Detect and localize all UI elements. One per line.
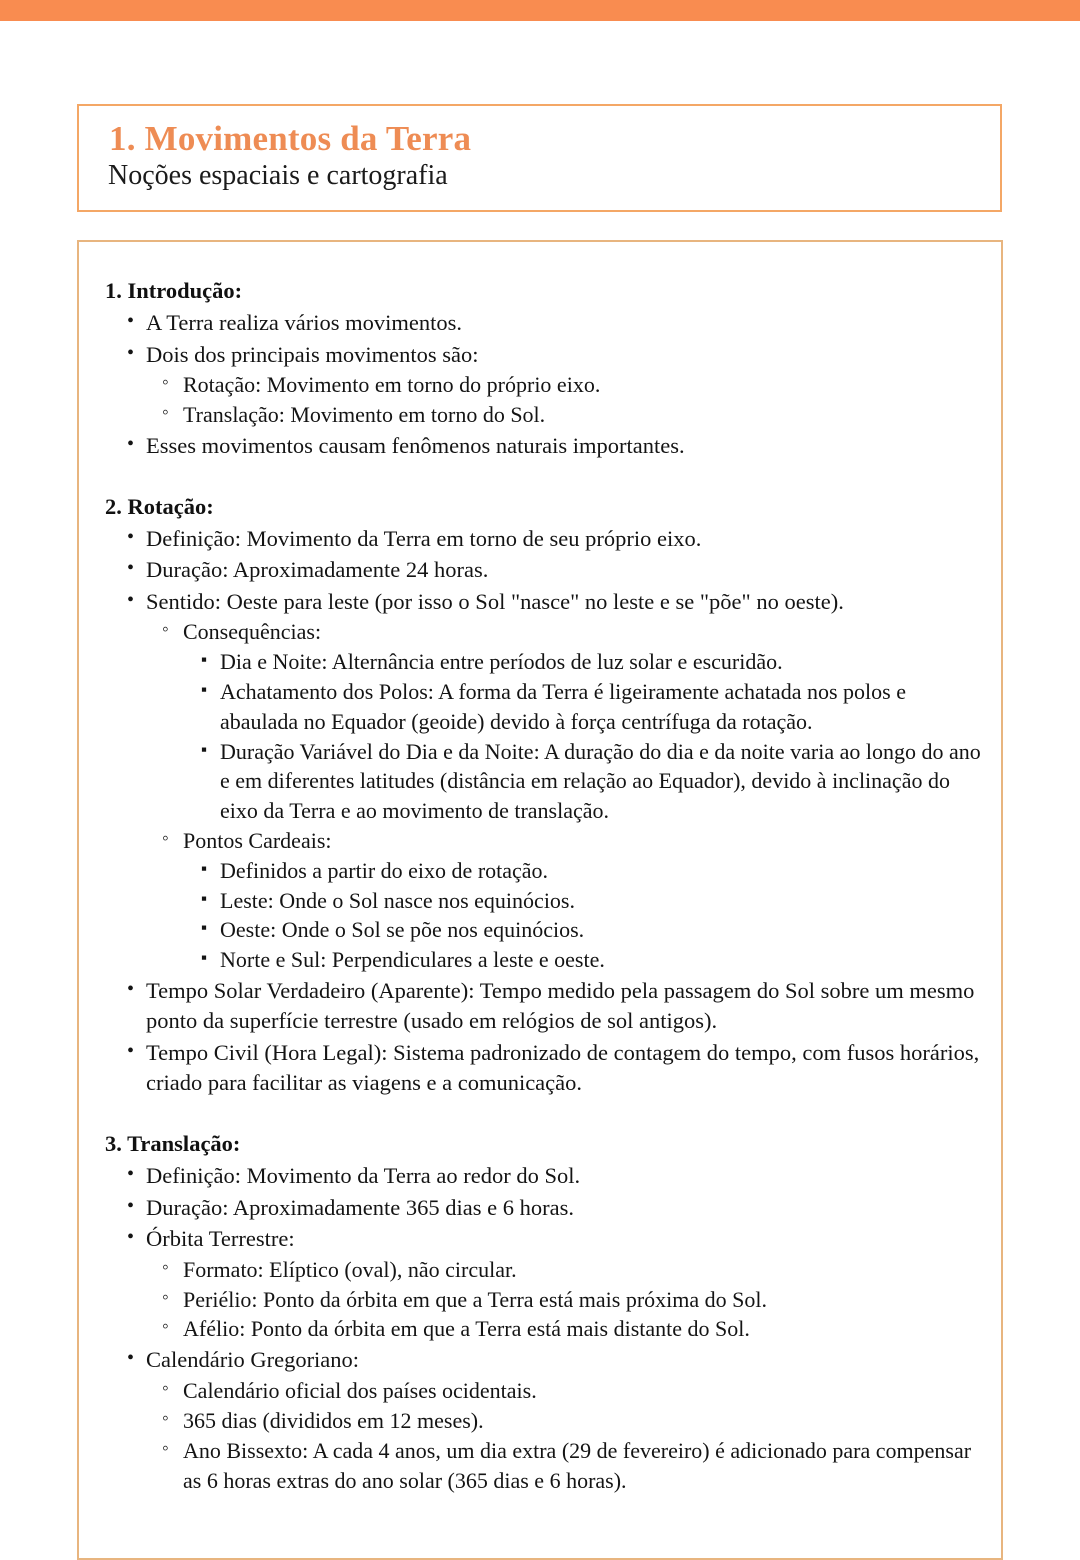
list-item-text: • Definição: Movimento da Terra em torno de seu próprio eixo.	[146, 524, 983, 554]
list-item-text: • Dois dos principais movimentos são:	[146, 340, 983, 370]
list-item-text: ◦ Pontos Cardeais:	[183, 826, 983, 856]
list-item-text: ▪ Definidos a partir do eixo de rotação.	[220, 856, 983, 886]
list-item	[183, 737, 983, 826]
bullet-list-level-2	[146, 1255, 983, 1345]
bullet-list-level-3	[183, 856, 983, 975]
list-item	[183, 647, 983, 677]
list-item	[105, 308, 983, 338]
list-item-text: • Calendário Gregoriano:	[146, 1345, 983, 1375]
list-item	[183, 915, 983, 945]
list-item	[105, 1345, 983, 1495]
list-item	[105, 1224, 983, 1344]
list-item-text: ▪ Leste: Onde o Sol nasce nos equinócios.	[220, 886, 983, 916]
list-item-text: ◦ 365 dias (divididos em 12 meses).	[183, 1406, 983, 1436]
list-item-text: • Duração: Aproximadamente 365 dias e 6 horas.	[146, 1193, 983, 1223]
list-item-text: ◦ Translação: Movimento em torno do Sol.	[183, 400, 983, 430]
list-item-text: ◦ Rotação: Movimento em torno do próprio eixo.	[183, 370, 983, 400]
list-item-text: ◦ Afélio: Ponto da órbita em que a Terra está mais distante do Sol.	[183, 1314, 983, 1344]
list-item	[146, 1406, 983, 1436]
list-item	[105, 340, 983, 430]
list-item-text: • Tempo Solar Verdadeiro (Aparente): Tempo medido pela passagem do Sol sobre um mesmo ponto da superfície terrestre (usado em relógios de sol antigos).	[146, 976, 983, 1037]
list-item-text: ▪ Duração Variável do Dia e da Noite: A duração do dia e da noite varia ao longo do ano e em diferentes latitudes (distância em relação ao Equador), devido à inclinação do eixo da Terra e ao movimento de translação.	[220, 737, 983, 826]
list-item-text: ◦ Ano Bissexto: A cada 4 anos, um dia extra (29 de fevereiro) é adicionado para compensar as 6 horas extras do ano solar (365 dias e 6 horas).	[183, 1436, 983, 1496]
bullet-list-level-2	[146, 370, 983, 430]
list-item-text: ◦ Periélio: Ponto da órbita em que a Terra está mais próxima do Sol.	[183, 1285, 983, 1315]
list-item	[146, 1376, 983, 1406]
list-item-text: ◦ Calendário oficial dos países ocidentais.	[183, 1376, 983, 1406]
list-item	[105, 1038, 983, 1099]
page-title: 1. Movimentos da Terra	[109, 119, 472, 158]
list-item	[146, 1436, 983, 1496]
list-item	[183, 677, 983, 737]
bullet-list-level-3	[183, 647, 983, 826]
list-item-text: ◦ Formato: Elíptico (oval), não circular.	[183, 1255, 983, 1285]
list-item	[105, 587, 983, 975]
section-heading: 1. Introdução:	[105, 278, 243, 303]
bullet-list-level-1	[105, 308, 983, 461]
list-item-text: • Sentido: Oeste para leste (por isso o Sol "nasce" no leste e se "põe" no oeste).	[146, 587, 983, 617]
list-item	[105, 524, 983, 554]
list-item-text: • Tempo Civil (Hora Legal): Sistema padronizado de contagem do tempo, com fusos horários, criado para facilitar as viagens e a comunicação.	[146, 1038, 983, 1099]
list-item	[105, 1161, 983, 1191]
list-item	[183, 945, 983, 975]
list-item-text: ▪ Dia e Noite: Alternância entre períodos de luz solar e escuridão.	[220, 647, 983, 677]
list-item-text: ◦ Consequências:	[183, 617, 983, 647]
list-item	[105, 555, 983, 585]
list-item-text: • A Terra realiza vários movimentos.	[146, 308, 983, 338]
top-orange-banner	[0, 0, 1080, 21]
content-body	[105, 276, 983, 1496]
list-item-text: • Definição: Movimento da Terra ao redor do Sol.	[146, 1161, 983, 1191]
list-item	[146, 1314, 983, 1344]
list-item	[146, 1285, 983, 1315]
list-item	[146, 400, 983, 430]
section-heading: 2. Rotação:	[105, 493, 214, 519]
list-item	[146, 826, 983, 975]
document-content-box	[77, 240, 1003, 1560]
list-item-text: ▪ Achatamento dos Polos: A forma da Terra é ligeiramente achatada nos polos e abaulada no Equador (geoide) devido à força centrífuga da rotação.	[220, 677, 983, 737]
list-item	[105, 976, 983, 1037]
list-item-text: • Esses movimentos causam fenômenos naturais importantes.	[146, 431, 983, 461]
section-heading: 3. Translação:	[105, 1130, 241, 1156]
list-item	[105, 1193, 983, 1223]
page-subtitle: Noções espaciais e cartografia	[108, 160, 448, 191]
list-item-text: ▪ Norte e Sul: Perpendiculares a leste e oeste.	[220, 945, 983, 975]
list-item	[146, 370, 983, 400]
list-item	[183, 886, 983, 916]
list-item	[146, 1255, 983, 1285]
list-item	[105, 431, 983, 461]
list-item	[183, 856, 983, 886]
document-header-box	[77, 104, 1002, 212]
bullet-list-level-2	[146, 617, 983, 975]
list-item-text: • Duração: Aproximadamente 24 horas.	[146, 555, 983, 585]
list-item-text: ▪ Oeste: Onde o Sol se põe nos equinócios.	[220, 915, 983, 945]
list-item-text: • Órbita Terrestre:	[146, 1224, 983, 1254]
list-item	[146, 617, 983, 826]
bullet-list-level-1	[105, 1161, 983, 1495]
bullet-list-level-2	[146, 1376, 983, 1496]
bullet-list-level-1	[105, 524, 983, 1099]
